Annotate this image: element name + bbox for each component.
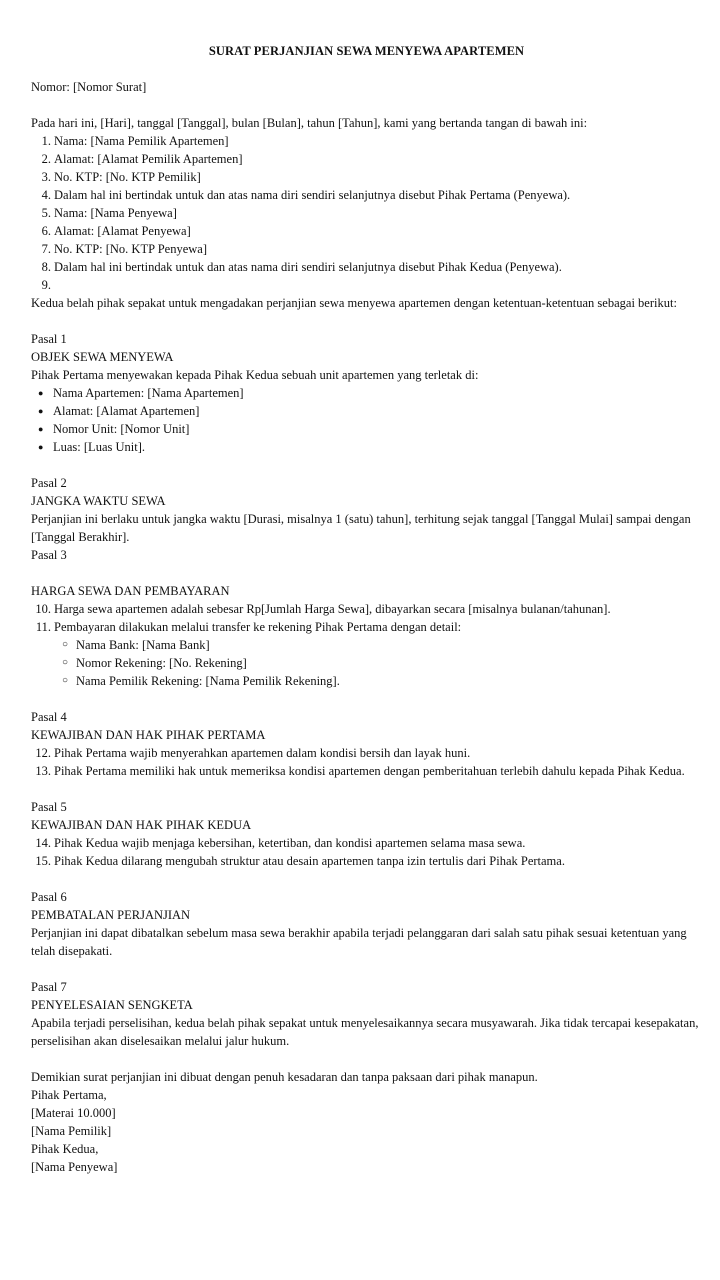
- list-item: 12. Pihak Pertama wajib menyerahkan apartemen dalam kondisi bersih dan layak huni.: [35, 746, 471, 760]
- list-item: 6. Alamat: [Alamat Penyewa]: [41, 224, 191, 238]
- list-item: 10. Harga sewa apartemen adalah sebesar Rp[Jumlah Harga Sewa], dibayarkan secara [misalnya bulanan/tahunan].: [35, 602, 611, 616]
- list-item: ○ Nama Bank: [Nama Bank]: [62, 638, 210, 652]
- first-party-obligations-list: [31, 744, 702, 780]
- pasal-2-text: Perjanjian ini berlaku untuk jangka waktu [Durasi, misalnya 1 (satu) tahun], terhitung sejak tanggal [Tanggal Mulai] sampai dengan [Tanggal Berakhir].: [31, 512, 691, 544]
- list-item: ● Nama Apartemen: [Nama Apartemen]: [38, 386, 244, 400]
- list-item: 14. Pihak Kedua wajib menjaga kebersihan, ketertiban, dan kondisi apartemen selama masa sewa.: [35, 836, 526, 850]
- pasal-2-label: Pasal 2: [31, 476, 67, 490]
- pasal-5-heading: KEWAJIBAN DAN HAK PIHAK KEDUA: [31, 818, 252, 832]
- parties-list: [31, 132, 702, 294]
- pasal-4-label: Pasal 4: [31, 710, 67, 724]
- list-item: ○ Nomor Rekening: [No. Rekening]: [62, 656, 247, 670]
- list-item: 15. Pihak Kedua dilarang mengubah struktur atau desain apartemen tanpa izin tertulis dari Pihak Pertama.: [35, 854, 565, 868]
- list-item: 13. Pihak Pertama memiliki hak untuk memeriksa kondisi apartemen dengan pemberitahuan terlebih dahulu kepada Pihak Kedua.: [35, 764, 685, 778]
- second-party-obligations-list: [31, 834, 702, 870]
- pasal-6-label: Pasal 6: [31, 890, 67, 904]
- pasal-3-heading: HARGA SEWA DAN PEMBAYARAN: [31, 584, 230, 598]
- apartment-details-list: [31, 384, 702, 456]
- pasal-7-text: Apabila terjadi perselisihan, kedua belah pihak sepakat untuk menyelesaikannya secara musyawarah. Jika tidak tercapai kesepakatan, perselisihan akan diselesaikan melalui jalur hukum.: [31, 1016, 699, 1048]
- list-item: 4. Dalam hal ini bertindak untuk dan atas nama diri sendiri selanjutnya disebut Pihak Pertama (Penyewa).: [41, 188, 571, 202]
- pasal-1-heading: OBJEK SEWA MENYEWA: [31, 350, 174, 364]
- list-item: 9.: [41, 278, 51, 292]
- circle-bullet-icon: ○: [62, 675, 69, 686]
- list-item: 3. No. KTP: [No. KTP Pemilik]: [41, 170, 201, 184]
- pasal-1-label: Pasal 1: [31, 332, 67, 346]
- pasal-6-heading: PEMBATALAN PERJANJIAN: [31, 908, 191, 922]
- agreement-paragraph: Kedua belah pihak sepakat untuk mengadakan perjanjian sewa menyewa apartemen dengan ketentuan-ketentuan sebagai berikut:: [31, 296, 677, 310]
- closing-paragraph: Demikian surat perjanjian ini dibuat dengan penuh kesadaran dan tanpa paksaan dari pihak manapun.: [31, 1070, 538, 1084]
- list-item: 2. Alamat: [Alamat Pemilik Apartemen]: [41, 152, 243, 166]
- letter-number: Nomor: [Nomor Surat]: [31, 80, 147, 94]
- list-item: 11. Pembayaran dilakukan melalui transfer ke rekening Pihak Pertama dengan detail:: [35, 620, 462, 634]
- tenant-name-placeholder: [Nama Penyewa]: [31, 1160, 118, 1174]
- list-item: ● Alamat: [Alamat Apartemen]: [38, 404, 200, 418]
- pasal-1-text: Pihak Pertama menyewakan kepada Pihak Kedua sebuah unit apartemen yang terletak di:: [31, 368, 479, 382]
- bank-details-list: [31, 636, 702, 690]
- pasal-6-text: Perjanjian ini dapat dibatalkan sebelum masa sewa berakhir apabila terjadi pelanggaran dari salah satu pihak sesuai ketentuan yang telah disepakati.: [31, 926, 687, 958]
- list-item: ● Luas: [Luas Unit].: [38, 440, 145, 454]
- intro-paragraph: Pada hari ini, [Hari], tanggal [Tanggal], bulan [Bulan], tahun [Tahun], kami yang bertanda tangan di bawah ini:: [31, 116, 588, 130]
- first-party-signature-label: Pihak Pertama,: [31, 1088, 107, 1102]
- list-item: 7. No. KTP: [No. KTP Penyewa]: [41, 242, 207, 256]
- circle-bullet-icon: ○: [62, 657, 69, 668]
- bullet-icon: ●: [38, 424, 44, 434]
- bullet-icon: ●: [38, 388, 44, 398]
- pasal-7-label: Pasal 7: [31, 980, 67, 994]
- second-party-signature-label: Pihak Kedua,: [31, 1142, 99, 1156]
- stamp-duty-placeholder: [Materai 10.000]: [31, 1106, 116, 1120]
- bullet-icon: ●: [38, 406, 44, 416]
- circle-bullet-icon: ○: [62, 639, 69, 650]
- list-item: 5. Nama: [Nama Penyewa]: [41, 206, 177, 220]
- list-item: 8. Dalam hal ini bertindak untuk dan atas nama diri sendiri selanjutnya disebut Pihak Kedua (Penyewa).: [41, 260, 562, 274]
- pasal-2-heading: JANGKA WAKTU SEWA: [31, 494, 166, 508]
- pasal-7-heading: PENYELESAIAN SENGKETA: [31, 998, 193, 1012]
- list-item: ○ Nama Pemilik Rekening: [Nama Pemilik Rekening].: [62, 674, 340, 688]
- owner-name-placeholder: [Nama Pemilik]: [31, 1124, 112, 1138]
- pasal-3-label: Pasal 3: [31, 548, 67, 562]
- pasal-4-heading: KEWAJIBAN DAN HAK PIHAK PERTAMA: [31, 728, 266, 742]
- payment-list: [31, 600, 702, 636]
- bullet-icon: ●: [38, 442, 44, 452]
- list-item: ● Nomor Unit: [Nomor Unit]: [38, 422, 190, 436]
- pasal-5-label: Pasal 5: [31, 800, 67, 814]
- list-item: 1. Nama: [Nama Pemilik Apartemen]: [41, 134, 229, 148]
- document-title: SURAT PERJANJIAN SEWA MENYEWA APARTEMEN: [208, 44, 525, 58]
